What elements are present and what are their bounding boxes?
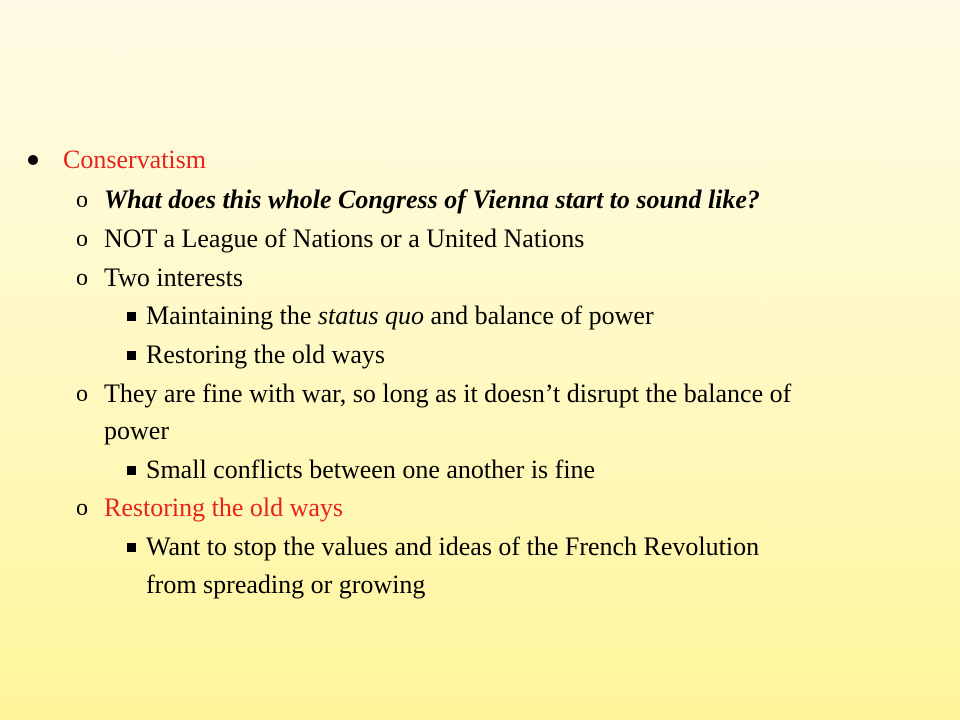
outline-subitem-restoring xyxy=(127,336,627,374)
item-text-line2: power xyxy=(104,416,169,445)
outline-item-not-league xyxy=(76,220,776,258)
heading-text: Conservatism xyxy=(63,145,206,174)
subitem-text-line2: from spreading or growing xyxy=(146,570,426,599)
outline-item-war xyxy=(76,375,956,413)
outline-item-restoring xyxy=(76,489,576,527)
circle-bullet-icon: o xyxy=(76,226,88,252)
item-text: NOT a League of Nations or a United Nations xyxy=(104,224,585,253)
outline-subitem-small-conflicts xyxy=(127,451,827,489)
outline-item-war-cont xyxy=(104,412,304,450)
circle-bullet-icon: o xyxy=(76,381,88,407)
outline-subitem-french-revolution-cont xyxy=(146,566,646,604)
subitem-text-line1: Want to stop the values and ideas of the French Revolution xyxy=(146,532,760,561)
outline-item-question xyxy=(76,181,946,219)
circle-bullet-icon: o xyxy=(76,187,88,213)
subitem-text: Restoring the old ways xyxy=(146,340,386,369)
circle-bullet-icon: o xyxy=(76,495,88,521)
outline-item-two-interests xyxy=(76,259,476,297)
subitem-text: Small conflicts between one another is fine xyxy=(146,455,596,484)
circle-bullet-icon: o xyxy=(76,265,88,291)
item-text: Two interests xyxy=(104,263,243,292)
question-text: What does this whole Congress of Vienna start to sound like? xyxy=(104,185,760,214)
outline-item-conservatism xyxy=(28,141,328,179)
item-text-line1: They are fine with war, so long as it doesn’t disrupt the balance of xyxy=(104,379,792,408)
outline-subitem-status-quo xyxy=(127,297,887,335)
item-text: Restoring the old ways xyxy=(104,493,344,522)
subitem-text: Maintaining the status quo and balance of power xyxy=(146,301,654,330)
outline-subitem-french-revolution xyxy=(127,528,927,566)
